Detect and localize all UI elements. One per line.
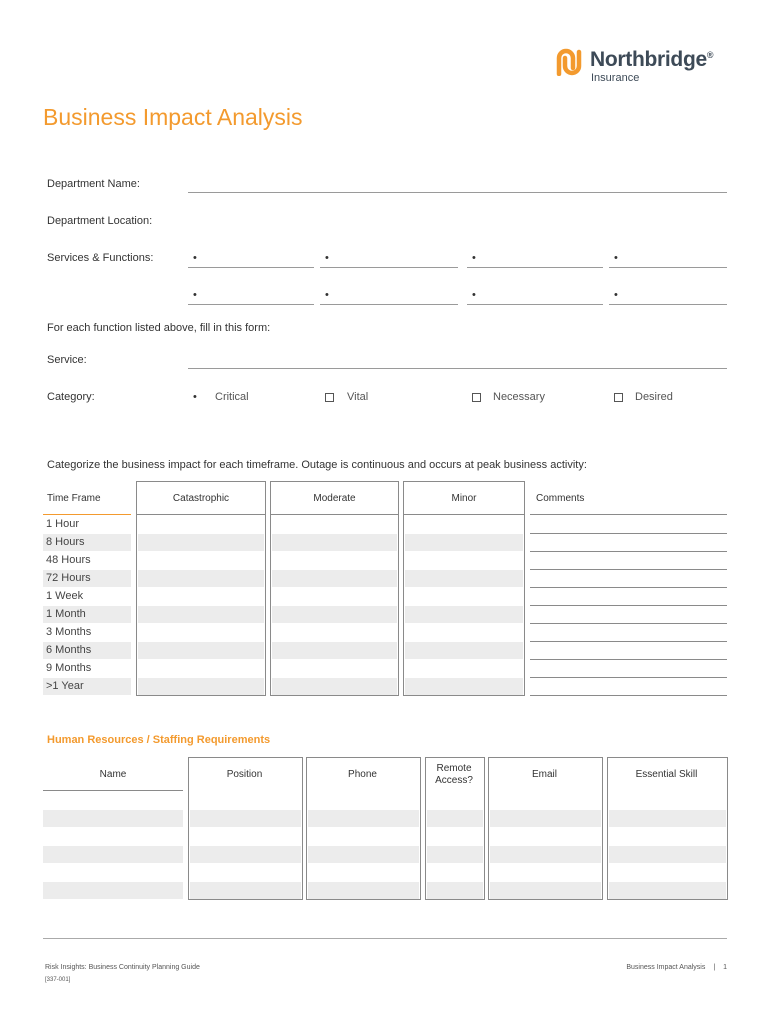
hr-cell[interactable] — [609, 828, 726, 845]
page-title: Business Impact Analysis — [43, 104, 303, 130]
comment-line[interactable] — [530, 677, 727, 678]
logo-brand-text: Northbridge — [590, 48, 707, 71]
service-field-3[interactable] — [467, 267, 603, 268]
footer-separator: | — [713, 964, 716, 971]
header-time-frame: Time Frame — [47, 493, 101, 504]
service-bullet: • — [614, 289, 618, 301]
timeframe-label: 8 Hours — [46, 536, 85, 548]
timeframe-label: 9 Months — [46, 662, 92, 674]
hr-header-phone: Phone — [348, 769, 377, 780]
northbridge-logo-icon — [555, 48, 583, 76]
impact-cell[interactable] — [405, 606, 523, 623]
hr-cell[interactable] — [490, 864, 601, 881]
impact-cell[interactable] — [272, 678, 397, 695]
impact-cell[interactable] — [405, 624, 523, 641]
comment-line[interactable] — [530, 533, 727, 534]
hr-cell[interactable] — [308, 882, 419, 899]
hr-cell[interactable] — [43, 882, 183, 899]
hr-cell[interactable] — [609, 882, 726, 899]
header-separator — [403, 514, 525, 515]
service-field-5[interactable] — [188, 304, 314, 305]
page-number: 1 — [723, 964, 727, 971]
service-field-2[interactable] — [320, 267, 458, 268]
service-field-6[interactable] — [320, 304, 458, 305]
impact-cell[interactable] — [138, 624, 264, 641]
hr-cell[interactable] — [43, 864, 183, 881]
hr-header-email: Email — [531, 769, 557, 780]
hr-cell[interactable] — [308, 846, 419, 863]
hr-cell[interactable] — [427, 864, 483, 881]
service-bullet: • — [472, 252, 476, 264]
hr-cell[interactable] — [490, 792, 601, 809]
department-name-label: Department Name: — [47, 178, 140, 190]
comment-line[interactable] — [530, 623, 727, 624]
instruction-text: For each function listed above, fill in this form: — [47, 322, 271, 334]
impact-cell[interactable] — [272, 642, 397, 659]
impact-cell[interactable] — [405, 534, 523, 551]
hr-cell[interactable] — [190, 828, 301, 845]
header-separator — [43, 514, 131, 515]
hr-cell[interactable] — [427, 828, 483, 845]
impact-cell[interactable] — [138, 588, 264, 605]
impact-cell[interactable] — [138, 642, 264, 659]
hr-header-separator — [43, 790, 183, 791]
impact-cell[interactable] — [272, 624, 397, 641]
service-field[interactable] — [188, 368, 727, 369]
impact-cell[interactable] — [272, 534, 397, 551]
category-desired-checkbox[interactable] — [614, 393, 623, 402]
category-desired-label: Desired — [635, 391, 673, 403]
comment-line[interactable] — [530, 569, 727, 570]
impact-cell[interactable] — [405, 570, 523, 587]
services-label: Services & Functions: — [47, 252, 154, 264]
impact-cell[interactable] — [272, 552, 397, 569]
hr-cell[interactable] — [308, 792, 419, 809]
header-comments: Comments — [536, 493, 585, 504]
header-separator — [530, 514, 727, 515]
timeframe-label: 1 Week — [46, 590, 84, 602]
service-bullet: • — [325, 252, 329, 264]
hr-cell[interactable] — [609, 846, 726, 863]
hr-cell[interactable] — [43, 792, 183, 809]
timeframe-label: 6 Months — [46, 644, 92, 656]
hr-cell[interactable] — [427, 882, 483, 899]
hr-cell[interactable] — [490, 882, 601, 899]
hr-cell[interactable] — [427, 810, 483, 827]
impact-cell[interactable] — [272, 606, 397, 623]
hr-cell[interactable] — [190, 882, 301, 899]
hr-cell[interactable] — [427, 846, 483, 863]
impact-cell[interactable] — [405, 642, 523, 659]
impact-cell[interactable] — [272, 570, 397, 587]
hr-cell[interactable] — [190, 846, 301, 863]
header-minor: Minor — [451, 493, 477, 504]
service-bullet: • — [472, 289, 476, 301]
hr-header-name: Name — [99, 769, 127, 780]
logo-registered: ® — [706, 50, 714, 60]
department-location-label: Department Location: — [47, 215, 153, 227]
category-label: Category: — [47, 391, 95, 403]
impact-cell[interactable] — [138, 660, 264, 677]
hr-cell[interactable] — [190, 792, 301, 809]
hr-cell[interactable] — [190, 810, 301, 827]
hr-cell[interactable] — [427, 792, 483, 809]
service-bullet: • — [614, 252, 618, 264]
hr-cell[interactable] — [190, 864, 301, 881]
hr-header-position: Position — [226, 769, 263, 780]
logo-sub: Insurance — [591, 72, 640, 84]
service-field-4[interactable] — [609, 267, 727, 268]
impact-cell[interactable] — [405, 552, 523, 569]
logo-brand — [590, 48, 713, 72]
hr-cell[interactable] — [43, 828, 183, 845]
category-necessary-checkbox[interactable] — [472, 393, 481, 402]
service-bullet: • — [193, 252, 197, 264]
service-field-8[interactable] — [609, 304, 727, 305]
impact-cell[interactable] — [138, 516, 264, 533]
comment-line[interactable] — [530, 551, 727, 552]
service-field-7[interactable] — [467, 304, 603, 305]
impact-cell[interactable] — [138, 678, 264, 695]
hr-cell[interactable] — [43, 846, 183, 863]
timeframe-label: 1 Hour — [46, 518, 80, 530]
service-bullet: • — [193, 289, 197, 301]
timeframe-label: >1 Year — [46, 680, 84, 692]
category-vital-label: Vital — [347, 391, 369, 403]
impact-cell[interactable] — [272, 660, 397, 677]
timeframe-label: 48 Hours — [46, 554, 91, 566]
comment-line[interactable] — [530, 641, 727, 642]
hr-cell[interactable] — [490, 846, 601, 863]
impact-cell[interactable] — [405, 660, 523, 677]
hr-cell[interactable] — [490, 810, 601, 827]
category-vital-checkbox[interactable] — [325, 393, 334, 402]
comment-line[interactable] — [530, 587, 727, 588]
category-critical-label: Critical — [215, 391, 249, 403]
service-bullet: • — [325, 289, 329, 301]
header-separator — [136, 514, 266, 515]
impact-cell[interactable] — [405, 588, 523, 605]
header-moderate: Moderate — [313, 493, 356, 504]
comment-line[interactable] — [530, 605, 727, 606]
hr-cell[interactable] — [609, 864, 726, 881]
impact-cell[interactable] — [272, 516, 397, 533]
footer-code: [337-001] — [45, 977, 71, 983]
category-critical-bullet: • — [193, 391, 197, 403]
impact-intro: Categorize the business impact for each timeframe. Outage is continuous and occurs at peak business activity: — [47, 459, 587, 471]
hr-cell[interactable] — [308, 864, 419, 881]
header-catastrophic: Catastrophic — [172, 493, 230, 504]
hr-cell[interactable] — [308, 828, 419, 845]
category-necessary-label: Necessary — [493, 391, 545, 403]
timeframe-label: 1 Month — [46, 608, 86, 620]
service-label: Service: — [47, 354, 87, 366]
hr-cell[interactable] — [490, 828, 601, 845]
timeframe-label: 3 Months — [46, 626, 92, 638]
hr-title: Human Resources / Staffing Requirements — [47, 734, 271, 746]
impact-cell[interactable] — [138, 570, 264, 587]
footer-section-title: Business Impact Analysis — [626, 964, 706, 971]
comment-line[interactable] — [530, 659, 727, 660]
footer-right — [626, 964, 727, 971]
impact-cell[interactable] — [138, 534, 264, 551]
department-name-field[interactable] — [188, 192, 727, 193]
impact-cell[interactable] — [138, 606, 264, 623]
hr-cell[interactable] — [308, 810, 419, 827]
header-separator — [270, 514, 399, 515]
hr-header-skill: Essential Skill — [635, 769, 698, 780]
hr-cell[interactable] — [609, 792, 726, 809]
timeframe-label: 72 Hours — [46, 572, 91, 584]
comment-line[interactable] — [530, 695, 727, 696]
impact-cell[interactable] — [405, 678, 523, 695]
impact-cell[interactable] — [272, 588, 397, 605]
impact-cell[interactable] — [138, 552, 264, 569]
hr-cell[interactable] — [609, 810, 726, 827]
footer-divider — [43, 938, 727, 939]
impact-cell[interactable] — [405, 516, 523, 533]
logo — [555, 46, 735, 86]
service-field-1[interactable] — [188, 267, 314, 268]
hr-header-remote: Remote Access? — [435, 763, 473, 786]
hr-cell[interactable] — [43, 810, 183, 827]
footer-guide-title: Risk Insights: Business Continuity Planning Guide — [45, 964, 200, 971]
